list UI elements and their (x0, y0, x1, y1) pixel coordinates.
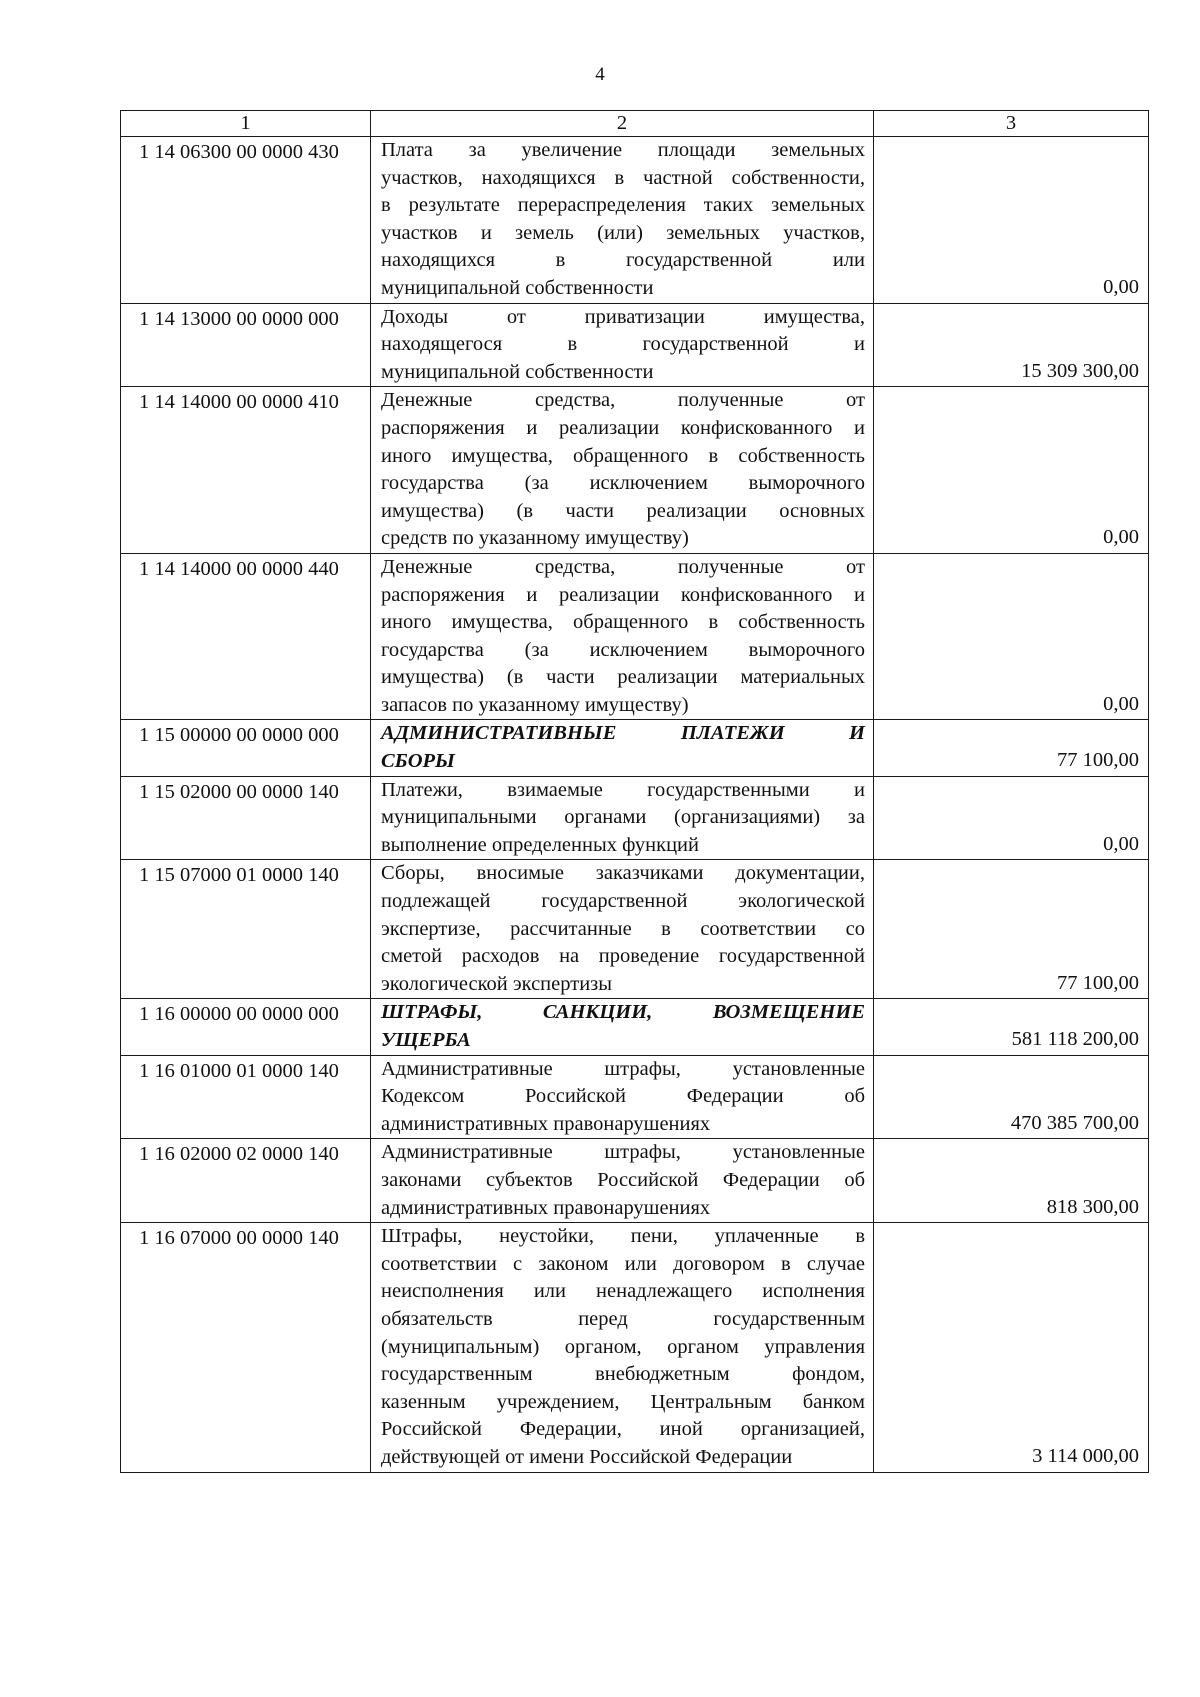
row-name-line: муниципальными органами (организациями) за (381, 806, 865, 829)
row-amount-cell: 818 300,00 (874, 1139, 1149, 1223)
row-amount-cell: 0,00 (874, 776, 1149, 860)
row-name-line: СБОРЫ (381, 750, 455, 773)
row-name-line: неисполнения или ненадлежащего исполнения (381, 1280, 865, 1303)
row-name-line: Плата за увеличение площади земельных (381, 139, 865, 161)
row-code-cell: 1 16 01000 01 0000 140 (121, 1055, 371, 1139)
row-name-line: имущества) (в части реализации основных (381, 499, 865, 522)
table-row (121, 387, 1149, 554)
row-code-cell: 1 14 06300 00 0000 430 (121, 137, 371, 304)
row-name-line: в результате перераспределения таких земельных (381, 194, 865, 217)
row-name-line: (муниципальным) органом, органом управления (381, 1335, 865, 1358)
row-name-cell (371, 1139, 874, 1223)
column-header-code: 1 (121, 111, 371, 137)
row-name-line: находящегося в государственной и (381, 333, 865, 356)
row-name-line: Кодексом Российской Федерации об (381, 1085, 865, 1108)
row-code-cell: 1 16 02000 02 0000 140 (121, 1139, 371, 1223)
row-name-line: муниципальной собственности (381, 360, 654, 383)
row-name-line: административных правонарушениях (381, 1112, 711, 1135)
row-name-line: АДМИНИСТРАТИВНЫЕ ПЛАТЕЖИ И (381, 722, 865, 745)
table-row (121, 860, 1149, 999)
table-row (121, 1223, 1149, 1472)
row-name-line: Сборы, вносимые заказчиками документации, (381, 862, 865, 885)
row-code-cell: 1 16 07000 00 0000 140 (121, 1223, 371, 1472)
row-name-cell (371, 776, 874, 860)
row-name-line: распоряжения и реализации конфискованного и (381, 416, 865, 439)
row-code-cell: 1 15 00000 00 0000 000 (121, 720, 371, 776)
budget-revenue-table (120, 110, 1149, 1473)
row-name-cell (371, 860, 874, 999)
row-name-line: имущества) (в части реализации материальных (381, 666, 865, 689)
row-code-cell: 1 15 02000 00 0000 140 (121, 776, 371, 860)
row-name-line: обязательств перед государственным (381, 1307, 865, 1330)
row-amount-cell: 581 118 200,00 (874, 999, 1149, 1055)
row-name-line: иного имущества, обращенного в собственность (381, 444, 865, 467)
row-name-cell (371, 387, 874, 554)
table-row (121, 1055, 1149, 1139)
row-name-line: муниципальной собственности (381, 276, 654, 299)
row-name-line: подлежащей государственной экологической (381, 890, 865, 913)
table-row (121, 1139, 1149, 1223)
row-name-line: административных правонарушениях (381, 1196, 711, 1219)
row-name-line: Денежные средства, полученные от (381, 555, 865, 578)
row-name-line: действующей от имени Российской Федерации (381, 1445, 793, 1468)
table-row (121, 303, 1149, 387)
row-name-line: Административные штрафы, установленные (381, 1057, 865, 1080)
row-name-cell (371, 553, 874, 720)
row-name-line: находящихся в государственной или (381, 249, 865, 272)
row-amount-cell: 77 100,00 (874, 860, 1149, 999)
row-name-line: законами субъектов Российской Федерации об (381, 1168, 865, 1191)
row-name-cell (371, 720, 874, 776)
table-row (121, 776, 1149, 860)
row-name-line: экологической экспертизы (381, 972, 613, 995)
row-amount-cell: 0,00 (874, 387, 1149, 554)
row-name-line: государственным внебюджетным фондом, (381, 1363, 865, 1386)
row-amount-cell: 77 100,00 (874, 720, 1149, 776)
row-name-line: экспертизе, рассчитанные в соответствии со (381, 917, 865, 940)
row-name-line: соответствии с законом или договором в случае (381, 1252, 865, 1275)
row-name-cell (371, 137, 874, 304)
row-name-cell (371, 1223, 874, 1472)
row-name-line: УЩЕРБА (381, 1029, 471, 1051)
column-header-amount: 3 (874, 111, 1149, 137)
row-amount-cell: 15 309 300,00 (874, 303, 1149, 387)
column-header-name: 2 (371, 111, 874, 137)
row-code-cell: 1 14 14000 00 0000 410 (121, 387, 371, 554)
row-name-cell (371, 999, 874, 1055)
row-name-line: Штрафы, неустойки, пени, уплаченные в (381, 1225, 865, 1248)
row-code-cell: 1 14 13000 00 0000 000 (121, 303, 371, 387)
row-name-line: Платежи, взимаемые государственными и (381, 778, 865, 801)
table-header-row (121, 111, 1149, 137)
row-code-cell: 1 16 00000 00 0000 000 (121, 999, 371, 1055)
row-name-line: казенным учреждением, Центральным банком (381, 1390, 865, 1413)
table-row (121, 137, 1149, 304)
row-name-line: иного имущества, обращенного в собственность (381, 611, 865, 634)
row-name-line: Российской Федерации, иной организацией, (381, 1418, 865, 1441)
row-name-line: государства (за исключением выморочного (381, 472, 865, 495)
row-amount-cell: 0,00 (874, 553, 1149, 720)
row-name-line: выполнение определенных функций (381, 833, 699, 856)
row-name-line: средств по указанному имуществу) (381, 527, 689, 550)
row-name-line: распоряжения и реализации конфискованного и (381, 583, 865, 606)
row-code-cell: 1 15 07000 01 0000 140 (121, 860, 371, 999)
row-name-cell (371, 303, 874, 387)
row-name-line: участков, находящихся в частной собственности, (381, 166, 865, 189)
table-row (121, 999, 1149, 1055)
row-name-line: Денежные средства, полученные от (381, 389, 865, 412)
row-amount-cell: 470 385 700,00 (874, 1055, 1149, 1139)
row-amount-cell: 3 114 000,00 (874, 1223, 1149, 1472)
row-name-line: Административные штрафы, установленные (381, 1141, 865, 1164)
page-number: 4 (595, 64, 605, 85)
row-name-line: государства (за исключением выморочного (381, 638, 865, 661)
row-name-line: Доходы от приватизации имущества, (381, 305, 865, 328)
row-name-line: ШТРАФЫ, САНКЦИИ, ВОЗМЕЩЕНИЕ (381, 1001, 865, 1024)
row-name-line: участков и земель (или) земельных участков, (381, 221, 865, 244)
table-row (121, 553, 1149, 720)
row-name-line: сметой расходов на проведение государственной (381, 945, 865, 968)
row-amount-cell: 0,00 (874, 137, 1149, 304)
row-code-cell: 1 14 14000 00 0000 440 (121, 553, 371, 720)
row-name-line: запасов по указанному имуществу) (381, 693, 689, 716)
row-name-cell (371, 1055, 874, 1139)
table-row (121, 720, 1149, 776)
